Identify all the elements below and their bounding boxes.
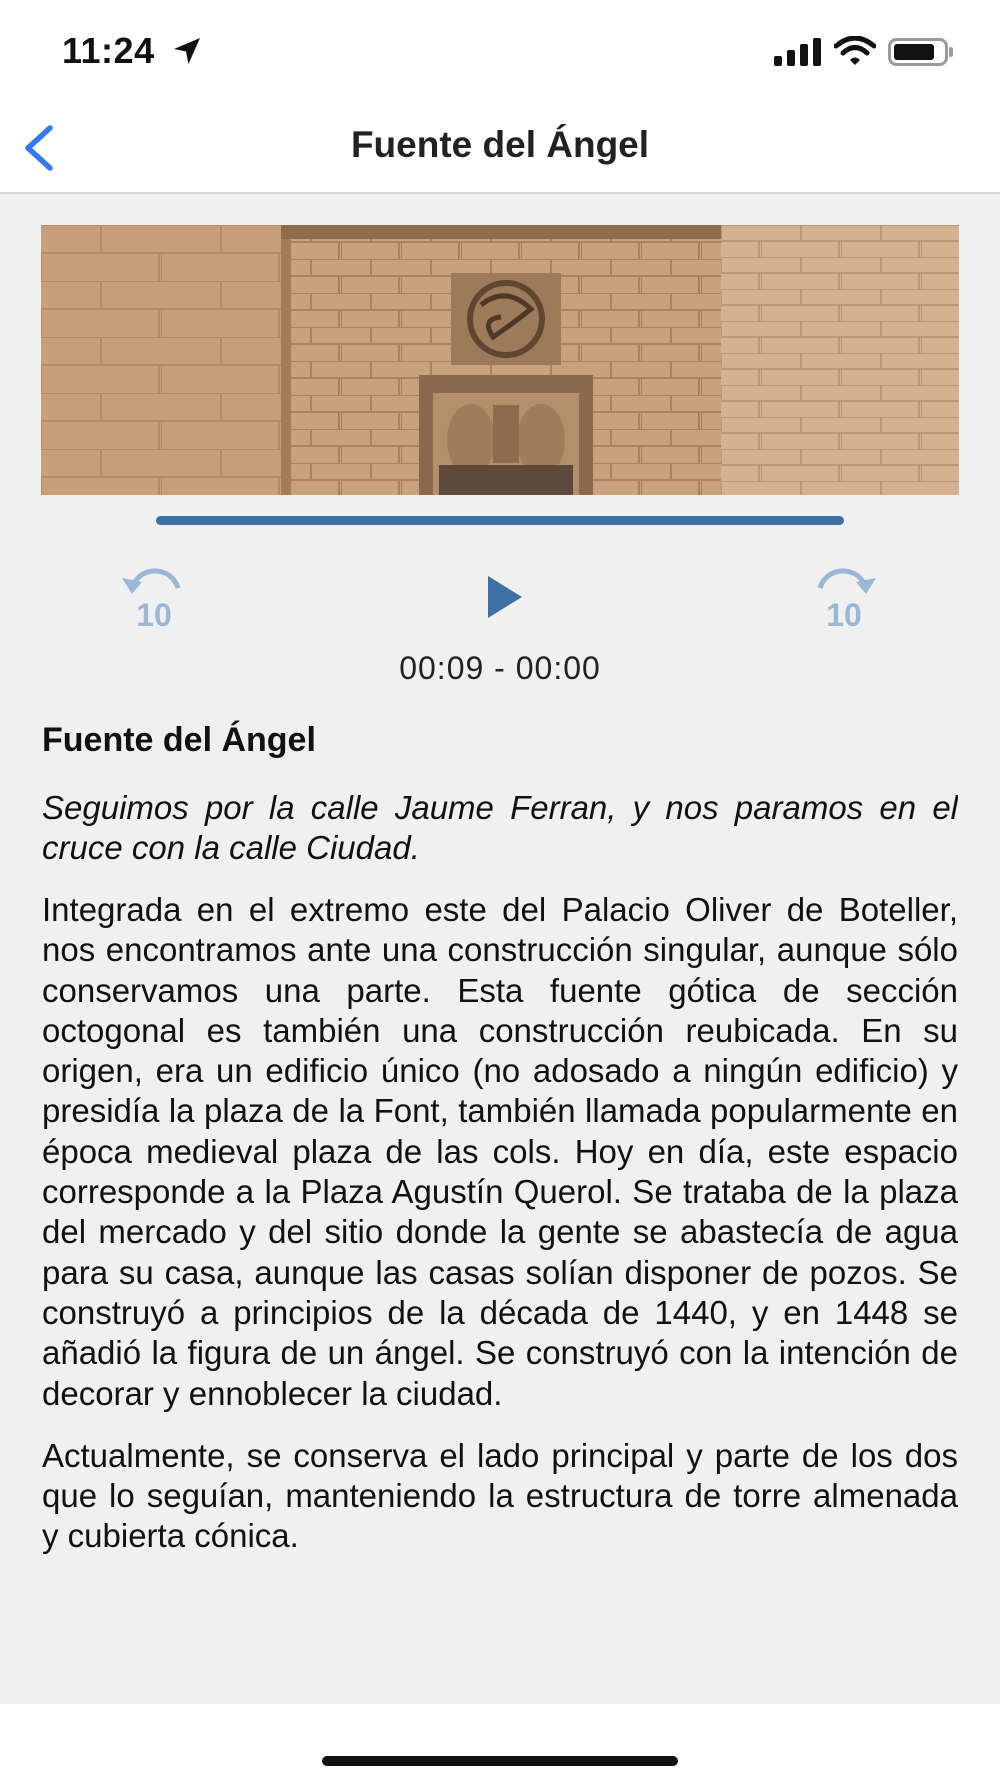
playback-progress-fill	[156, 516, 844, 525]
location-arrow-icon	[172, 36, 202, 66]
status-time: 11:24	[62, 30, 155, 71]
article-paragraph: Actualmente, se conserva el lado principal y parte de los dos que lo seguían, manteniendo la estructura de torre almenada y cubierta cónica.	[42, 1436, 958, 1555]
status-bar	[0, 0, 1000, 104]
page-title: Fuente del Ángel	[350, 124, 650, 165]
cellular-signal-icon	[774, 38, 822, 66]
article-title: Fuente del Ángel	[42, 721, 316, 759]
wifi-icon	[834, 36, 876, 66]
rewind-10-icon	[118, 564, 190, 628]
article-paragraph: Integrada en el extremo este del Palacio Oliver de Boteller, nos encontramos ante una construcción singular, aunque sólo conservamos una parte. Esta fuente gótica de sección octogonal es también una construcción reubicada. En su origen, era un edificio único (no adosado a ningún edificio) y presidía la plaza de la Font, también llamada popularmente en época medieval plaza de las cols. Hoy en día, este espacio corresponde a la Plaza Agustín Querol. Se trataba de la plaza del mercado y del sitio donde la gente se abastecía de agua para su casa, aunque las casas solían disponer de pozos. Se construyó a principios de la década de 1440, y en 1448 se añadió la figura de un ángel. Se construyó con la intención de decorar y ennoblecer la ciudad.	[42, 891, 958, 1412]
battery-icon	[888, 38, 954, 66]
playback-progress-bar[interactable]	[156, 516, 844, 525]
forward-10-button[interactable]	[808, 564, 880, 628]
fountain-stone-image	[41, 225, 959, 495]
rewind-seconds-label: 10	[136, 597, 172, 628]
forward-seconds-label: 10	[826, 597, 862, 628]
article-body[interactable]	[42, 718, 958, 1704]
play-button[interactable]	[472, 572, 532, 622]
video-thumbnail[interactable]	[41, 225, 959, 495]
home-indicator-area	[0, 1704, 1000, 1778]
article-intro: Seguimos por la calle Jaume Ferran, y nos paramos en el cruce con la calle Ciudad.	[42, 789, 958, 866]
rewind-10-button[interactable]	[118, 564, 190, 628]
play-icon	[472, 572, 532, 622]
navigation-bar	[0, 104, 1000, 194]
forward-10-icon	[808, 564, 880, 628]
home-indicator[interactable]	[322, 1756, 678, 1766]
playback-time: 00:09 - 00:00	[399, 650, 601, 686]
